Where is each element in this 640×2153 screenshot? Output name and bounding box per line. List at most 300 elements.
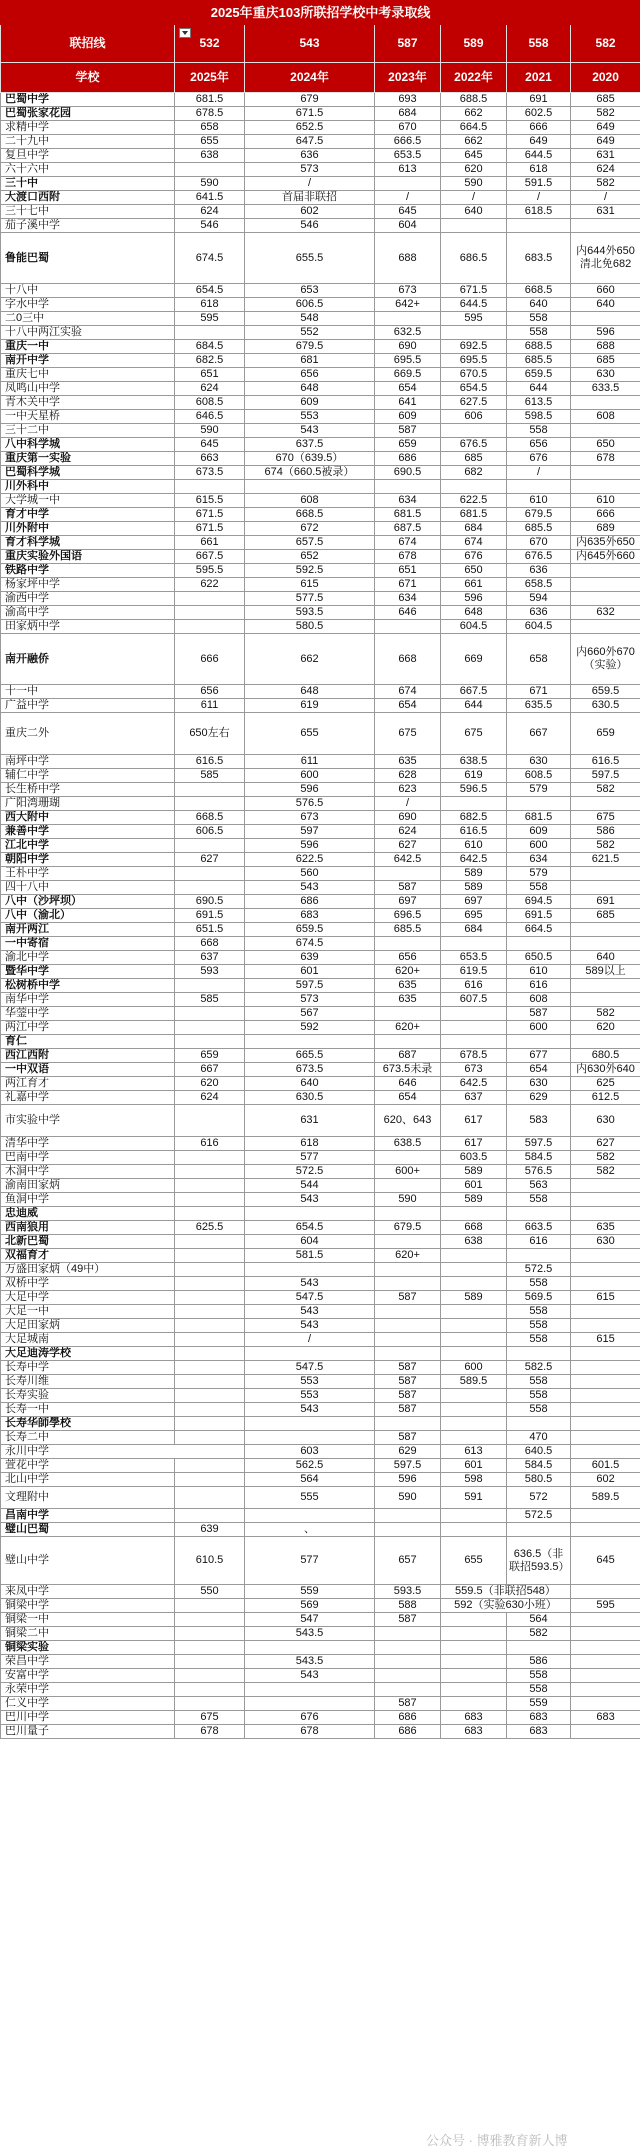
school-name-cell: 辅仁中学 <box>1 769 175 783</box>
score-cell: 582 <box>571 1007 640 1021</box>
table-row <box>1 881 640 895</box>
score-cell: 659.5 <box>507 368 571 382</box>
score-cell: 630.5 <box>571 699 640 713</box>
school-name-cell: 十八中两江实验 <box>1 326 175 340</box>
score-cell: 683 <box>245 909 375 923</box>
table-row <box>1 522 640 536</box>
score-cell: 618 <box>507 163 571 177</box>
score-cell: 683.5 <box>507 233 571 284</box>
score-cell <box>175 1613 245 1627</box>
table-row <box>1 592 640 606</box>
score-cell: 683 <box>507 1711 571 1725</box>
school-name-cell: 巴川量子 <box>1 1725 175 1739</box>
score-cell: 676 <box>507 452 571 466</box>
school-name-cell: 三十二中 <box>1 424 175 438</box>
score-cell: 577 <box>245 1151 375 1165</box>
school-name-cell: 四十八中 <box>1 881 175 895</box>
score-cell: 558 <box>507 1333 571 1347</box>
score-cell: 681.5 <box>175 93 245 107</box>
score-cell: 648 <box>245 382 375 396</box>
score-cell: 619 <box>441 769 507 783</box>
score-cell: 597.5 <box>375 1459 441 1473</box>
score-cell: 602.5 <box>507 107 571 121</box>
score-cell: 667 <box>175 1063 245 1077</box>
score-cell: 543.5 <box>245 1655 375 1669</box>
school-name-cell: 大足中学 <box>1 1291 175 1305</box>
score-cell: 650 <box>571 438 640 452</box>
score-cell: 608 <box>245 494 375 508</box>
score-cell: 685 <box>441 452 507 466</box>
score-cell <box>175 797 245 811</box>
score-cell: 587 <box>375 1697 441 1711</box>
score-cell: 670.5 <box>441 368 507 382</box>
score-cell <box>175 1193 245 1207</box>
score-cell: 631 <box>571 149 640 163</box>
score-cell <box>571 1585 640 1599</box>
score-cell <box>441 1389 507 1403</box>
score-cell: 558 <box>507 1683 571 1697</box>
score-cell <box>175 1641 245 1655</box>
score-cell: 588 <box>375 1599 441 1613</box>
school-name-cell: 兼善中学 <box>1 825 175 839</box>
score-cell: 638.5 <box>441 755 507 769</box>
score-cell: 610.5 <box>175 1537 245 1585</box>
score-cell: 695.5 <box>375 354 441 368</box>
school-name-cell: 王朴中学 <box>1 867 175 881</box>
score-cell: 654 <box>507 1063 571 1077</box>
score-cell: 636 <box>507 606 571 620</box>
score-cell: 604 <box>375 219 441 233</box>
score-cell: 600 <box>507 1021 571 1035</box>
score-cell <box>375 1207 441 1221</box>
score-cell: 543 <box>245 424 375 438</box>
score-cell <box>175 1305 245 1319</box>
score-cell: 676.5 <box>507 550 571 564</box>
score-cell: 552 <box>245 326 375 340</box>
score-cell: 608.5 <box>507 769 571 783</box>
score-cell: 603 <box>245 1445 375 1459</box>
table-row <box>1 508 640 522</box>
score-cell: 691.5 <box>507 909 571 923</box>
table-row <box>1 797 640 811</box>
score-cell <box>175 606 245 620</box>
school-name-cell: 文理附中 <box>1 1487 175 1509</box>
score-cell: 558 <box>507 326 571 340</box>
table-row <box>1 1641 640 1655</box>
table-row <box>1 452 640 466</box>
score-cell: 671.5 <box>175 522 245 536</box>
score-cell: 601 <box>441 1459 507 1473</box>
score-cell: 674 <box>375 685 441 699</box>
score-cell: 654.5 <box>245 1221 375 1235</box>
score-cell: 590 <box>175 177 245 191</box>
score-cell: 649 <box>571 121 640 135</box>
school-name-cell: 西大附中 <box>1 811 175 825</box>
score-cell <box>571 1347 640 1361</box>
score-cell: / <box>441 191 507 205</box>
score-cell: 624 <box>175 382 245 396</box>
school-name-cell: 一中寄宿 <box>1 937 175 951</box>
score-cell: 654 <box>375 1091 441 1105</box>
score-cell: 627 <box>375 839 441 853</box>
table-row <box>1 811 640 825</box>
table-row <box>1 937 640 951</box>
score-cell <box>175 1035 245 1049</box>
table-row <box>1 909 640 923</box>
score-cell <box>375 1235 441 1249</box>
score-cell <box>441 1403 507 1417</box>
school-name-cell: 西南狼用 <box>1 1221 175 1235</box>
table-row <box>1 410 640 424</box>
score-cell <box>175 1599 245 1613</box>
score-cell: 680.5 <box>571 1049 640 1063</box>
score-cell: 675 <box>571 811 640 825</box>
score-cell <box>441 480 507 494</box>
school-name-cell: 川外科中 <box>1 480 175 494</box>
score-cell: 553 <box>245 1389 375 1403</box>
school-name-cell: 大学城一中 <box>1 494 175 508</box>
score-cell <box>441 1007 507 1021</box>
score-cell: 618 <box>175 298 245 312</box>
score-cell <box>175 1361 245 1375</box>
score-cell: 617 <box>441 1105 507 1137</box>
score-cell: 667.5 <box>175 550 245 564</box>
school-name-cell: 双桥中学 <box>1 1277 175 1291</box>
score-cell: 590 <box>175 424 245 438</box>
header-cell: 558 <box>507 25 571 63</box>
table-row <box>1 699 640 713</box>
score-cell: 679.5 <box>245 340 375 354</box>
score-cell: 678 <box>375 550 441 564</box>
score-cell <box>507 797 571 811</box>
score-cell <box>175 1347 245 1361</box>
score-cell: 666 <box>175 634 245 685</box>
score-cell: 596.5 <box>441 783 507 797</box>
year-header-row <box>1 63 640 93</box>
score-cell: 613 <box>375 163 441 177</box>
table-title: 2025年重庆103所联招学校中考录取线 <box>1 1 640 25</box>
score-cell: 内644外650清北免682 <box>571 233 640 284</box>
table-row <box>1 1613 640 1627</box>
score-cell: 543 <box>245 881 375 895</box>
score-cell: 582 <box>571 1165 640 1179</box>
score-cell: 592 <box>245 1021 375 1035</box>
score-cell: 658 <box>507 634 571 685</box>
score-cell: 673.5 <box>175 466 245 480</box>
score-cell <box>571 592 640 606</box>
score-cell: 615.5 <box>175 494 245 508</box>
score-cell: 662 <box>441 107 507 121</box>
score-cell <box>571 396 640 410</box>
table-row <box>1 979 640 993</box>
table-row <box>1 578 640 592</box>
table-row <box>1 839 640 853</box>
score-cell: 652.5 <box>245 121 375 135</box>
score-cell: 572 <box>507 1487 571 1509</box>
score-cell: 671.5 <box>175 508 245 522</box>
header-cell: 学校 <box>1 63 175 93</box>
score-cell: 635 <box>375 993 441 1007</box>
table-row <box>1 107 640 121</box>
score-cell: 644.5 <box>507 149 571 163</box>
school-name-cell: 双福育才 <box>1 1249 175 1263</box>
score-cell: 682 <box>441 466 507 480</box>
school-name-cell: 长生桥中学 <box>1 783 175 797</box>
score-cell: 656 <box>245 368 375 382</box>
score-cell: 688 <box>375 233 441 284</box>
score-cell <box>441 797 507 811</box>
school-name-cell: 八中科学城 <box>1 438 175 452</box>
score-cell: 596 <box>245 783 375 797</box>
header-cell: 2021 <box>507 63 571 93</box>
score-cell: 654 <box>375 382 441 396</box>
score-cell: 664.5 <box>441 121 507 135</box>
score-cell <box>375 867 441 881</box>
table-row <box>1 1445 640 1459</box>
score-cell: 563 <box>507 1179 571 1193</box>
score-cell: 671 <box>375 578 441 592</box>
score-cell: 620+ <box>375 965 441 979</box>
score-cell: 634 <box>375 494 441 508</box>
score-cell: 558 <box>507 424 571 438</box>
school-name-cell: 铜梁一中 <box>1 1613 175 1627</box>
score-cell <box>571 937 640 951</box>
school-name-cell: 巴川中学 <box>1 1711 175 1725</box>
score-cell: 683 <box>507 1725 571 1739</box>
school-name-cell: 重庆实验外国语 <box>1 550 175 564</box>
table-row <box>1 177 640 191</box>
score-cell: 595 <box>441 312 507 326</box>
score-cell <box>571 1403 640 1417</box>
score-cell: 615 <box>245 578 375 592</box>
table-row <box>1 1683 640 1697</box>
score-cell: 582 <box>571 1151 640 1165</box>
score-cell <box>571 1305 640 1319</box>
score-cell: 655 <box>441 1537 507 1585</box>
score-cell: 596 <box>441 592 507 606</box>
score-cell: 587 <box>375 1403 441 1417</box>
score-cell: 630 <box>507 1077 571 1091</box>
table-row <box>1 1347 640 1361</box>
table-row <box>1 951 640 965</box>
score-cell: 656 <box>507 438 571 452</box>
cutoff-header-row <box>1 25 640 63</box>
score-cell: 616 <box>441 979 507 993</box>
score-cell <box>571 867 640 881</box>
score-cell: 590 <box>441 177 507 191</box>
score-cell: 646 <box>375 606 441 620</box>
score-cell: 596 <box>375 1473 441 1487</box>
school-name-cell: 华蓥中学 <box>1 1007 175 1021</box>
score-cell: 587 <box>375 1361 441 1375</box>
school-name-cell: 西江西附 <box>1 1049 175 1063</box>
score-cell: 619 <box>245 699 375 713</box>
score-cell <box>441 1431 507 1445</box>
table-row <box>1 93 640 107</box>
table-row <box>1 480 640 494</box>
score-cell: 589 <box>441 881 507 895</box>
score-cell: 686 <box>245 895 375 909</box>
score-cell <box>175 1105 245 1137</box>
school-name-cell: 渝西中学 <box>1 592 175 606</box>
school-name-cell: 大足城南 <box>1 1333 175 1347</box>
score-cell: 676.5 <box>441 438 507 452</box>
score-cell <box>175 326 245 340</box>
score-cell: 668.5 <box>507 284 571 298</box>
score-cell <box>571 1389 640 1403</box>
score-cell: 558 <box>507 881 571 895</box>
score-cell: 612.5 <box>571 1091 640 1105</box>
score-cell: 582 <box>571 107 640 121</box>
score-cell <box>507 480 571 494</box>
score-cell <box>441 1697 507 1711</box>
score-cell <box>507 937 571 951</box>
score-cell: 650 <box>441 564 507 578</box>
score-cell: 595.5 <box>175 564 245 578</box>
score-cell: 673 <box>441 1063 507 1077</box>
score-cell: 686 <box>375 452 441 466</box>
score-cell: 651 <box>375 564 441 578</box>
score-cell: 627 <box>175 853 245 867</box>
score-cell: 585 <box>175 993 245 1007</box>
score-cell <box>571 480 640 494</box>
score-cell: 659.5 <box>245 923 375 937</box>
score-cell: 582.5 <box>507 1361 571 1375</box>
score-cell: 662 <box>441 135 507 149</box>
table-row <box>1 1165 640 1179</box>
score-cell: 587 <box>375 1431 441 1445</box>
score-cell <box>507 1249 571 1263</box>
score-cell: 582 <box>571 177 640 191</box>
score-cell <box>175 881 245 895</box>
score-cell: 653.5 <box>375 149 441 163</box>
school-name-cell: 长寿二中 <box>1 1431 175 1445</box>
score-cell: 576.5 <box>507 1165 571 1179</box>
score-cell: 662 <box>245 634 375 685</box>
score-cell <box>571 1431 640 1445</box>
table-row <box>1 965 640 979</box>
dropdown-arrow-icon[interactable] <box>179 28 191 38</box>
score-cell <box>571 1249 640 1263</box>
score-cell <box>175 163 245 177</box>
score-cell: 669.5 <box>375 368 441 382</box>
school-name-cell: 仁义中学 <box>1 1697 175 1711</box>
score-cell: 608.5 <box>175 396 245 410</box>
score-cell: 651.5 <box>175 923 245 937</box>
score-cell: 655 <box>175 135 245 149</box>
score-cell: 674.5 <box>245 937 375 951</box>
table-row <box>1 1509 640 1523</box>
score-cell: 670 <box>375 121 441 135</box>
score-cell: 645 <box>375 205 441 219</box>
score-cell: 666 <box>507 121 571 135</box>
table-row <box>1 1235 640 1249</box>
score-cell: 587 <box>375 1613 441 1627</box>
school-name-cell: 万盛田家炳（49中） <box>1 1263 175 1277</box>
score-cell: 622.5 <box>245 853 375 867</box>
school-name-cell: 渝高中学 <box>1 606 175 620</box>
score-cell: 624 <box>571 163 640 177</box>
score-cell: 569 <box>245 1599 375 1613</box>
score-cell: 610 <box>571 494 640 508</box>
score-cell: 553 <box>245 1375 375 1389</box>
score-cell: 650.5 <box>507 951 571 965</box>
school-name-cell: 铁路中学 <box>1 564 175 578</box>
score-cell: 603.5 <box>441 1151 507 1165</box>
score-cell <box>571 1523 640 1537</box>
header-cell: 2024年 <box>245 63 375 93</box>
school-name-cell: 北新巴蜀 <box>1 1235 175 1249</box>
score-cell: 636.5（非联招593.5） <box>507 1537 571 1585</box>
score-cell: 553 <box>245 410 375 424</box>
score-cell: 630 <box>571 1235 640 1249</box>
score-cell: 558 <box>507 1193 571 1207</box>
score-cell <box>175 1165 245 1179</box>
score-cell: 688.5 <box>441 93 507 107</box>
table-row <box>1 564 640 578</box>
score-cell <box>571 466 640 480</box>
score-cell: 597 <box>245 825 375 839</box>
score-cell: 697 <box>441 895 507 909</box>
score-cell: 620、643 <box>375 1105 441 1137</box>
score-cell: 635 <box>571 1221 640 1235</box>
school-name-cell: 大足一中 <box>1 1305 175 1319</box>
score-cell: 682.5 <box>441 811 507 825</box>
table-row <box>1 1221 640 1235</box>
score-cell <box>175 1333 245 1347</box>
score-cell: 682.5 <box>175 354 245 368</box>
score-cell: 644 <box>441 699 507 713</box>
score-cell: 583 <box>507 1105 571 1137</box>
score-cell: 685.5 <box>507 522 571 536</box>
table-row <box>1 1035 640 1049</box>
score-cell <box>571 1035 640 1049</box>
score-cell <box>175 1179 245 1193</box>
score-cell <box>507 1523 571 1537</box>
score-cell: 660 <box>571 284 640 298</box>
score-cell: 608 <box>507 993 571 1007</box>
score-cell: 690 <box>375 340 441 354</box>
table-row <box>1 1627 640 1641</box>
score-cell: 615 <box>571 1291 640 1305</box>
score-cell: 584.5 <box>507 1459 571 1473</box>
school-name-cell: 忠迪威 <box>1 1207 175 1221</box>
score-cell: 589 <box>441 1193 507 1207</box>
score-cell: 615 <box>571 1333 640 1347</box>
score-cell: 622 <box>175 578 245 592</box>
school-name-cell: 南开两江 <box>1 923 175 937</box>
school-name-cell: 木洞中学 <box>1 1165 175 1179</box>
score-cell <box>571 1613 640 1627</box>
score-cell: 589.5 <box>441 1375 507 1389</box>
score-cell <box>571 1627 640 1641</box>
score-cell: 620 <box>175 1077 245 1091</box>
score-cell: 618 <box>245 1137 375 1151</box>
score-cell <box>507 1347 571 1361</box>
score-cell <box>571 1361 640 1375</box>
score-cell: 642.5 <box>441 853 507 867</box>
school-name-cell: 北山中学 <box>1 1473 175 1487</box>
table-row <box>1 1523 640 1537</box>
score-cell <box>441 1249 507 1263</box>
score-cell: 640 <box>571 951 640 965</box>
score-cell: 645 <box>571 1537 640 1585</box>
score-cell: 589 <box>441 867 507 881</box>
score-cell <box>375 1347 441 1361</box>
score-cell: 675 <box>375 713 441 755</box>
score-cell: 616 <box>507 1235 571 1249</box>
score-cell: 598 <box>441 1473 507 1487</box>
